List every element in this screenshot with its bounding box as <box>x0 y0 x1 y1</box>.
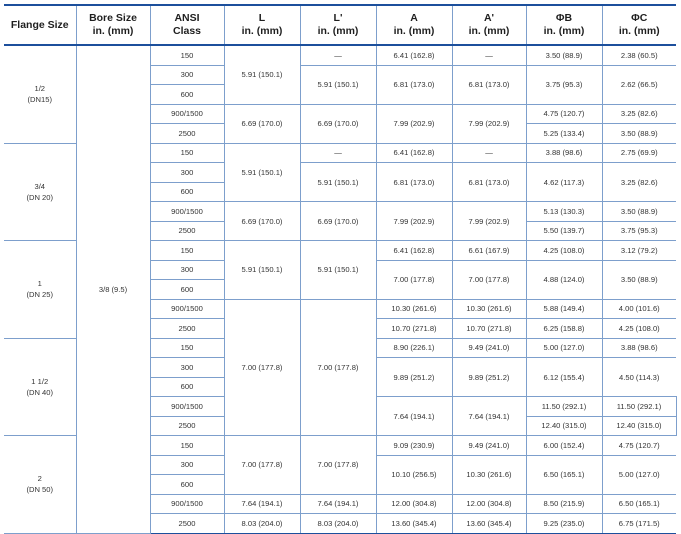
flange-dimensions-table <box>4 4 676 534</box>
a-prime-cell: 10.30 (261.6) <box>452 455 526 494</box>
flange-size-cell: 1 (DN 25) <box>4 241 76 339</box>
l-cell: 7.00 (177.8) <box>224 436 300 495</box>
ansi-class-cell: 900/1500 <box>150 494 224 514</box>
b-cell: 4.62 (117.3) <box>526 163 602 202</box>
a-prime-cell: 6.81 (173.0) <box>452 163 526 202</box>
a-cell: 8.90 (226.1) <box>376 338 452 358</box>
c-cell: 6.75 (171.5) <box>602 514 676 534</box>
c-cell: 5.00 (127.0) <box>602 455 676 494</box>
l-prime-cell: 6.69 (170.0) <box>300 104 376 143</box>
ansi-class-cell: 600 <box>150 475 224 495</box>
a-cell: 12.40 (315.0) <box>526 416 602 436</box>
c-cell: 3.88 (98.6) <box>602 338 676 358</box>
l-prime-cell: 7.64 (194.1) <box>452 397 526 436</box>
c-cell: 2.62 (66.5) <box>602 65 676 104</box>
l-prime-cell: 7.00 (177.8) <box>300 299 376 436</box>
b-cell: 6.12 (155.4) <box>526 358 602 397</box>
a-prime-cell: 6.61 (167.9) <box>452 241 526 261</box>
a-cell: 10.70 (271.8) <box>376 319 452 339</box>
ansi-class-cell: 900/1500 <box>150 202 224 222</box>
l-prime-cell: 5.91 (150.1) <box>300 65 376 104</box>
a-cell: 13.60 (345.4) <box>376 514 452 534</box>
b-cell: 6.25 (158.8) <box>526 319 602 339</box>
header-a: A in. (mm) <box>376 5 452 45</box>
ansi-class-cell: 600 <box>150 182 224 202</box>
l-cell: 7.00 (177.8) <box>224 299 300 436</box>
a-cell: 10.10 (256.5) <box>376 455 452 494</box>
l-prime-cell: 5.91 (150.1) <box>300 163 376 202</box>
header-row <box>4 5 676 45</box>
ansi-class-cell: 300 <box>150 163 224 183</box>
l-cell: 6.69 (170.0) <box>224 104 300 143</box>
c-cell: 3.50 (88.9) <box>602 202 676 222</box>
l-prime-cell: — <box>300 143 376 163</box>
ansi-class-cell: 900/1500 <box>150 397 224 417</box>
b-cell: 4.88 (124.0) <box>526 260 602 299</box>
l-cell: 6.69 (170.0) <box>224 202 300 241</box>
ansi-class-cell: 2500 <box>150 124 224 144</box>
header-a-prime: A' in. (mm) <box>452 5 526 45</box>
ansi-class-cell: 150 <box>150 143 224 163</box>
b-cell: 5.88 (149.4) <box>526 299 602 319</box>
ansi-class-cell: 150 <box>150 436 224 456</box>
c-cell: 4.00 (101.6) <box>602 299 676 319</box>
c-cell: 3.50 (88.9) <box>602 260 676 299</box>
a-cell: 7.99 (202.9) <box>376 202 452 241</box>
b-cell: 5.13 (130.3) <box>526 202 602 222</box>
b-cell: 4.75 (120.7) <box>526 104 602 124</box>
a-cell: 7.99 (202.9) <box>376 104 452 143</box>
l-prime-cell: 8.03 (204.0) <box>300 514 376 534</box>
header-l: L in. (mm) <box>224 5 300 45</box>
ansi-class-cell: 300 <box>150 358 224 378</box>
a-prime-cell: 6.81 (173.0) <box>452 65 526 104</box>
b-cell: 3.75 (95.3) <box>526 65 602 104</box>
c-cell: 4.50 (114.3) <box>602 358 676 397</box>
l-cell: 5.91 (150.1) <box>224 143 300 202</box>
ansi-class-cell: 2500 <box>150 319 224 339</box>
a-prime-cell: 9.49 (241.0) <box>452 338 526 358</box>
a-prime-cell: 9.49 (241.0) <box>452 436 526 456</box>
a-cell: 9.89 (251.2) <box>376 358 452 397</box>
c-cell: 4.75 (120.7) <box>602 436 676 456</box>
b-cell: 5.00 (127.0) <box>526 338 602 358</box>
flange-size-cell: 1/2 (DN15) <box>4 45 76 143</box>
l-prime-cell: 6.69 (170.0) <box>300 202 376 241</box>
l-prime-cell: 5.91 (150.1) <box>300 241 376 300</box>
a-prime-cell: 7.00 (177.8) <box>452 260 526 299</box>
b-cell: 6.50 (165.1) <box>526 455 602 494</box>
b-cell: 5.25 (133.4) <box>526 124 602 144</box>
a-prime-cell: 12.40 (315.0) <box>602 416 676 436</box>
c-cell: 2.38 (60.5) <box>602 45 676 65</box>
ansi-class-cell: 300 <box>150 260 224 280</box>
a-prime-cell: 9.89 (251.2) <box>452 358 526 397</box>
header-flange-size: Flange Size <box>4 5 76 45</box>
c-cell: 3.25 (82.6) <box>602 163 676 202</box>
ansi-class-cell: 300 <box>150 65 224 85</box>
b-cell: 5.50 (139.7) <box>526 221 602 241</box>
b-cell: 4.25 (108.0) <box>526 241 602 261</box>
ansi-class-cell: 900/1500 <box>150 104 224 124</box>
l-prime-cell: 7.00 (177.8) <box>300 436 376 495</box>
header-ansi-class: ANSI Class <box>150 5 224 45</box>
a-cell: 12.00 (304.8) <box>376 494 452 514</box>
a-prime-cell: 10.30 (261.6) <box>452 299 526 319</box>
l-prime-cell: 7.64 (194.1) <box>300 494 376 514</box>
b-cell: 3.50 (88.9) <box>526 45 602 65</box>
flange-size-cell: 1 1/2 (DN 40) <box>4 338 76 436</box>
flange-size-cell: 2 (DN 50) <box>4 436 76 534</box>
l-cell: 7.64 (194.1) <box>376 397 452 436</box>
spec-table-container <box>4 4 676 534</box>
a-prime-cell: — <box>452 143 526 163</box>
c-cell: 3.50 (88.9) <box>602 124 676 144</box>
ansi-class-cell: 300 <box>150 455 224 475</box>
a-prime-cell: 7.99 (202.9) <box>452 202 526 241</box>
c-cell: 3.25 (82.6) <box>602 104 676 124</box>
a-cell: 11.50 (292.1) <box>526 397 602 417</box>
l-cell: 5.91 (150.1) <box>224 45 300 104</box>
c-cell: 3.75 (95.3) <box>602 221 676 241</box>
a-prime-cell: 11.50 (292.1) <box>602 397 676 417</box>
b-cell: 8.50 (215.9) <box>526 494 602 514</box>
c-cell: 6.50 (165.1) <box>602 494 676 514</box>
a-prime-cell: — <box>452 45 526 65</box>
ansi-class-cell: 150 <box>150 241 224 261</box>
a-cell: 10.30 (261.6) <box>376 299 452 319</box>
a-cell: 6.81 (173.0) <box>376 65 452 104</box>
l-cell: 8.03 (204.0) <box>224 514 300 534</box>
b-cell: 9.25 (235.0) <box>526 514 602 534</box>
ansi-class-cell: 600 <box>150 280 224 300</box>
a-cell: 7.00 (177.8) <box>376 260 452 299</box>
ansi-class-cell: 900/1500 <box>150 299 224 319</box>
a-cell: 6.41 (162.8) <box>376 143 452 163</box>
l-cell: 7.64 (194.1) <box>224 494 300 514</box>
flange-size-cell: 3/4 (DN 20) <box>4 143 76 241</box>
table-row <box>4 45 676 65</box>
header-c-diameter: ΦC in. (mm) <box>602 5 676 45</box>
a-prime-cell: 12.00 (304.8) <box>452 494 526 514</box>
ansi-class-cell: 600 <box>150 377 224 397</box>
c-cell: 3.12 (79.2) <box>602 241 676 261</box>
ansi-class-cell: 150 <box>150 45 224 65</box>
ansi-class-cell: 2500 <box>150 416 224 436</box>
a-cell: 6.41 (162.8) <box>376 45 452 65</box>
a-cell: 6.81 (173.0) <box>376 163 452 202</box>
ansi-class-cell: 2500 <box>150 514 224 534</box>
c-cell: 4.25 (108.0) <box>602 319 676 339</box>
a-prime-cell: 7.99 (202.9) <box>452 104 526 143</box>
ansi-class-cell: 600 <box>150 85 224 105</box>
b-cell: 6.00 (152.4) <box>526 436 602 456</box>
header-b-diameter: ΦB in. (mm) <box>526 5 602 45</box>
l-prime-cell: — <box>300 45 376 65</box>
b-cell: 3.88 (98.6) <box>526 143 602 163</box>
a-prime-cell: 10.70 (271.8) <box>452 319 526 339</box>
a-prime-cell: 13.60 (345.4) <box>452 514 526 534</box>
bore-size-cell: 3/8 (9.5) <box>76 45 150 533</box>
header-bore-size: Bore Size in. (mm) <box>76 5 150 45</box>
header-l-prime: L' in. (mm) <box>300 5 376 45</box>
a-cell: 6.41 (162.8) <box>376 241 452 261</box>
ansi-class-cell: 2500 <box>150 221 224 241</box>
l-cell: 5.91 (150.1) <box>224 241 300 300</box>
ansi-class-cell: 150 <box>150 338 224 358</box>
c-cell: 2.75 (69.9) <box>602 143 676 163</box>
a-cell: 9.09 (230.9) <box>376 436 452 456</box>
